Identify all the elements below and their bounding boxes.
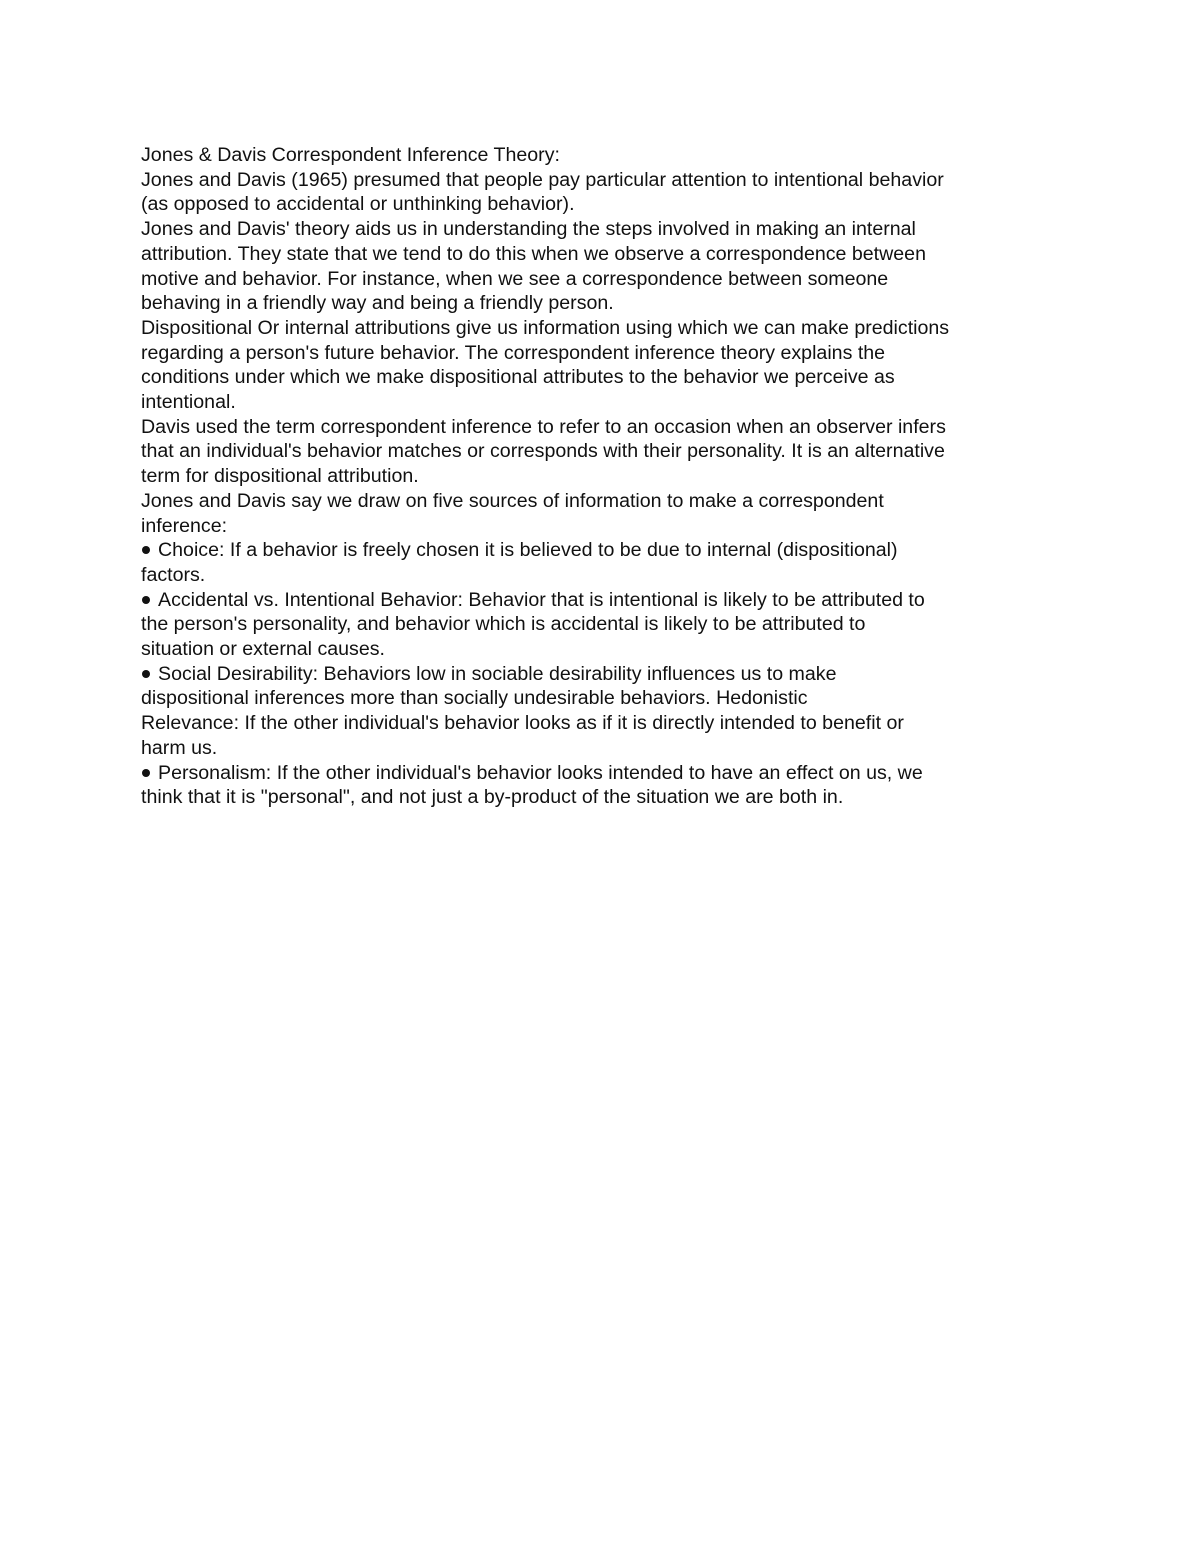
text-line: the person's personality, and behavior which is accidental is likely to be attributed to (141, 613, 866, 636)
bullet-text: Choice: If a behavior is freely chosen it is believed to be due to internal (dispositional) (158, 539, 898, 562)
text-line: Dispositional Or internal attributions give us information using which we can make predictions (141, 316, 950, 339)
bullet-item-accidental (141, 588, 1041, 613)
text-line: that an individual's behavior matches or corresponds with their personality. It is an alternative (141, 440, 945, 463)
bullet-item-social-desirability (141, 662, 1041, 687)
document-body (141, 143, 1041, 810)
text-line: situation or external causes. (141, 638, 385, 661)
text-line: inference: (141, 514, 228, 537)
text-line: attribution. They state that we tend to do this when we observe a correspondence between (141, 242, 926, 265)
text-line: Jones and Davis (1965) presumed that people pay particular attention to intentional behavior (141, 168, 944, 191)
bullet-item-personalism (141, 761, 1041, 786)
text-line: conditions under which we make dispositional attributes to the behavior we perceive as (141, 366, 895, 389)
text-line: term for dispositional attribution. (141, 465, 419, 488)
bullet-dot-icon (142, 546, 150, 554)
document-title: Jones & Davis Correspondent Inference Theory: (141, 144, 560, 166)
text-line: Jones and Davis say we draw on five sources of information to make a correspondent (141, 489, 884, 512)
bullet-text: Accidental vs. Intentional Behavior: Behavior that is intentional is likely to be attributed to (158, 588, 925, 611)
text-line: harm us. (141, 736, 218, 759)
bullet-item-choice (141, 538, 1041, 563)
bullet-dot-icon (142, 596, 150, 604)
bullet-text: Social Desirability: Behaviors low in sociable desirability influences us to make (158, 662, 837, 685)
text-line: regarding a person's future behavior. The correspondent inference theory explains the (141, 341, 886, 364)
bullet-dot-icon (142, 670, 150, 678)
text-line: (as opposed to accidental or unthinking behavior). (141, 193, 575, 216)
text-line: behaving in a friendly way and being a friendly person. (141, 292, 614, 315)
text-line: motive and behavior. For instance, when we see a correspondence between someone (141, 267, 889, 290)
text-line: Davis used the term correspondent inference to refer to an occasion when an observer infers (141, 415, 946, 438)
text-line: factors. (141, 563, 206, 586)
text-line: think that it is "personal", and not just a by-product of the situation we are both in. (141, 786, 844, 809)
bullet-text: Personalism: If the other individual's behavior looks intended to have an effect on us, we (158, 761, 923, 784)
text-line: dispositional inferences more than socially undesirable behaviors. Hedonistic (141, 687, 808, 710)
bullet-dot-icon (142, 769, 150, 777)
text-line: Jones and Davis' theory aids us in understanding the steps involved in making an internal (141, 218, 916, 241)
text-line: intentional. (141, 391, 236, 414)
text-line: Relevance: If the other individual's behavior looks as if it is directly intended to benefit or (141, 712, 904, 735)
